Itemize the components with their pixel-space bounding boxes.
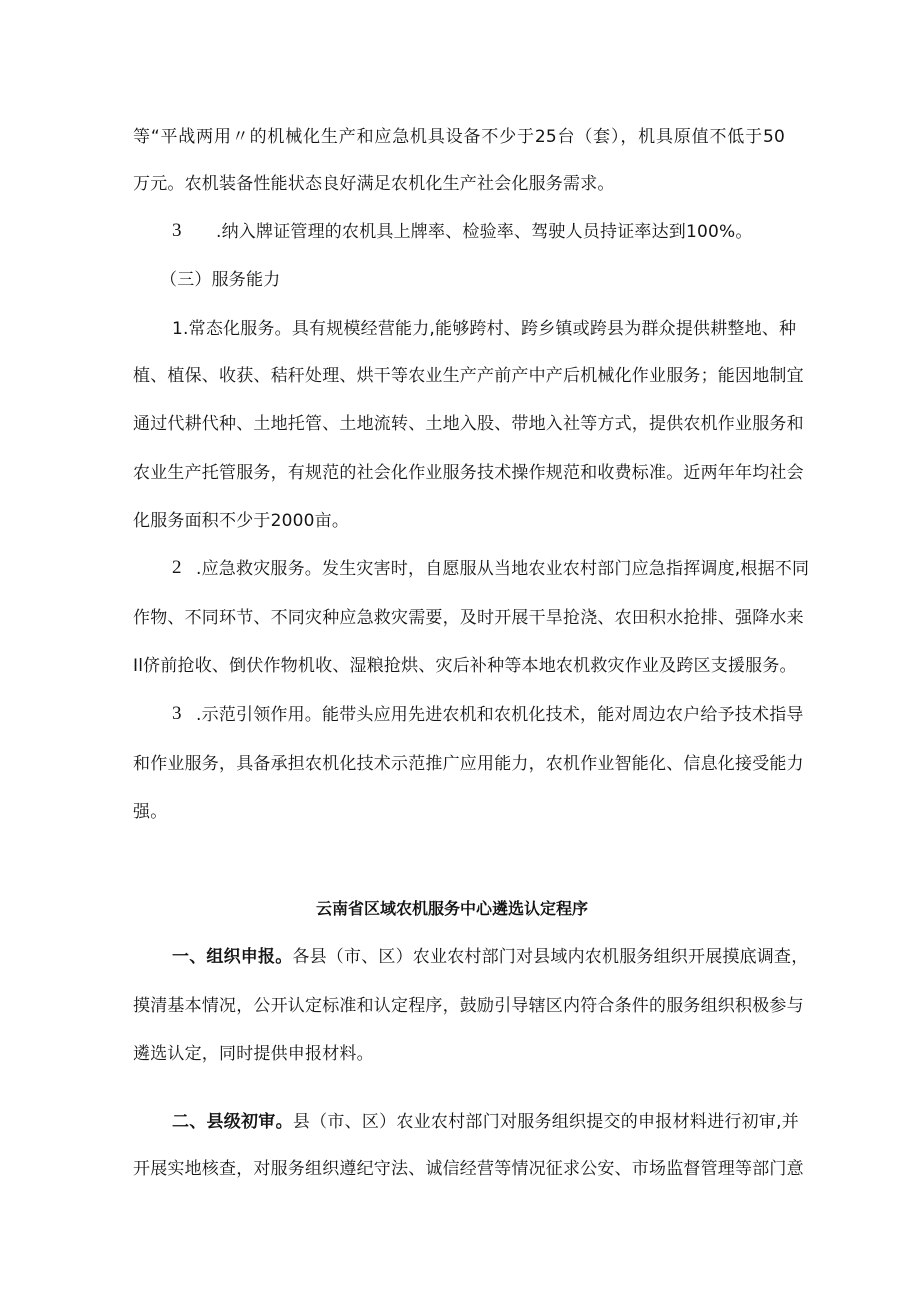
section-1-line-3: 遴选认定，同时提供申报材料。: [133, 1044, 374, 1064]
para-4-line-5: 化服务面积不少于2000亩。: [133, 511, 350, 531]
para-6-line-1: .示范引领作用。能带头应用先进农机和农机化技术，能对周边农户给予技术指导: [196, 705, 804, 725]
section-1-heading: 一、组织申报。: [172, 947, 293, 967]
para-5-line-2: 作物、不同环节、不同灾种应急救灾需要，及时开展干旱抢浇、农田积水抢排、强降水来: [133, 608, 804, 628]
para-6-number: 3: [172, 703, 182, 724]
section-2-line-1-text: 县（市、区）农业农村部门对服务组织提交的申报材料进行初审,并: [292, 1112, 799, 1132]
para-1-line-1: 等“平战两用〃的机械化生产和应急机具设备不少于25台（套），机具原值不低于50: [133, 127, 785, 147]
para-4-line-3: 通过代耕代种、土地托管、土地流转、土地入股、带地入社等方式，提供农机作业服务和: [133, 414, 804, 434]
para-4-line-4: 农业生产托管服务，有规范的社会化作业服务技术操作规范和收费标准。近两年年均社会: [133, 463, 804, 483]
section-2-line-2: 开展实地核查，对服务组织遵纪守法、诚信经营等情况征求公安、市场监督管理等部门意: [133, 1159, 804, 1179]
para-6-line-2: 和作业服务，具备承担农机化技术示范推广应用能力，农机作业智能化、信息化接受能力: [133, 754, 804, 774]
para-5-line-3: Il侪前抢收、倒伏作物机收、湿粮抢烘、灾后补种等本地农机救灾作业及跨区支援服务。: [133, 656, 797, 676]
section-1-line-2: 摸清基本情况，公开认定标准和认定程序，鼓励引导辖区内符合条件的服务组织积极参与: [133, 996, 804, 1016]
para-6-line-3: 强。: [133, 802, 168, 822]
section-title: 云南省区域农机服务中心遴选认定程序: [316, 899, 589, 918]
para-4-line-2: 植、植保、收获、秸秆处理、烘干等农业生产产前产中产后机械化作业服务；能因地制宜: [133, 366, 804, 386]
para-1-line-2: 万元。农机装备性能状态良好满足农机化生产社会化服务需求。: [133, 174, 615, 194]
subheading-service-capability: （三）服务能力: [160, 270, 281, 290]
section-2-line-1: [172, 1110, 799, 1134]
para-2-number: 3: [172, 220, 182, 241]
section-2-heading: 二、县级初审。: [172, 1112, 293, 1132]
para-2-text: .纳入牌证管理的农机具上牌率、检验率、驾驶人员持证率达到100%。: [216, 222, 753, 242]
para-4-line-1: 1.常态化服务。具有规模经营能力,能够跨村、跨乡镇或跨县为群众提供耕整地、种: [172, 319, 797, 339]
para-5-number: 2: [172, 557, 182, 578]
para-5-line-1: .应急救灾服务。发生灾害时，自愿服从当地农业农村部门应急指挥调度,根据不同: [196, 559, 810, 579]
section-1-line-1: [172, 945, 809, 969]
section-1-line-1-text: 各县（市、区）农业农村部门对县域内农机服务组织开展摸底调查，: [292, 947, 809, 967]
